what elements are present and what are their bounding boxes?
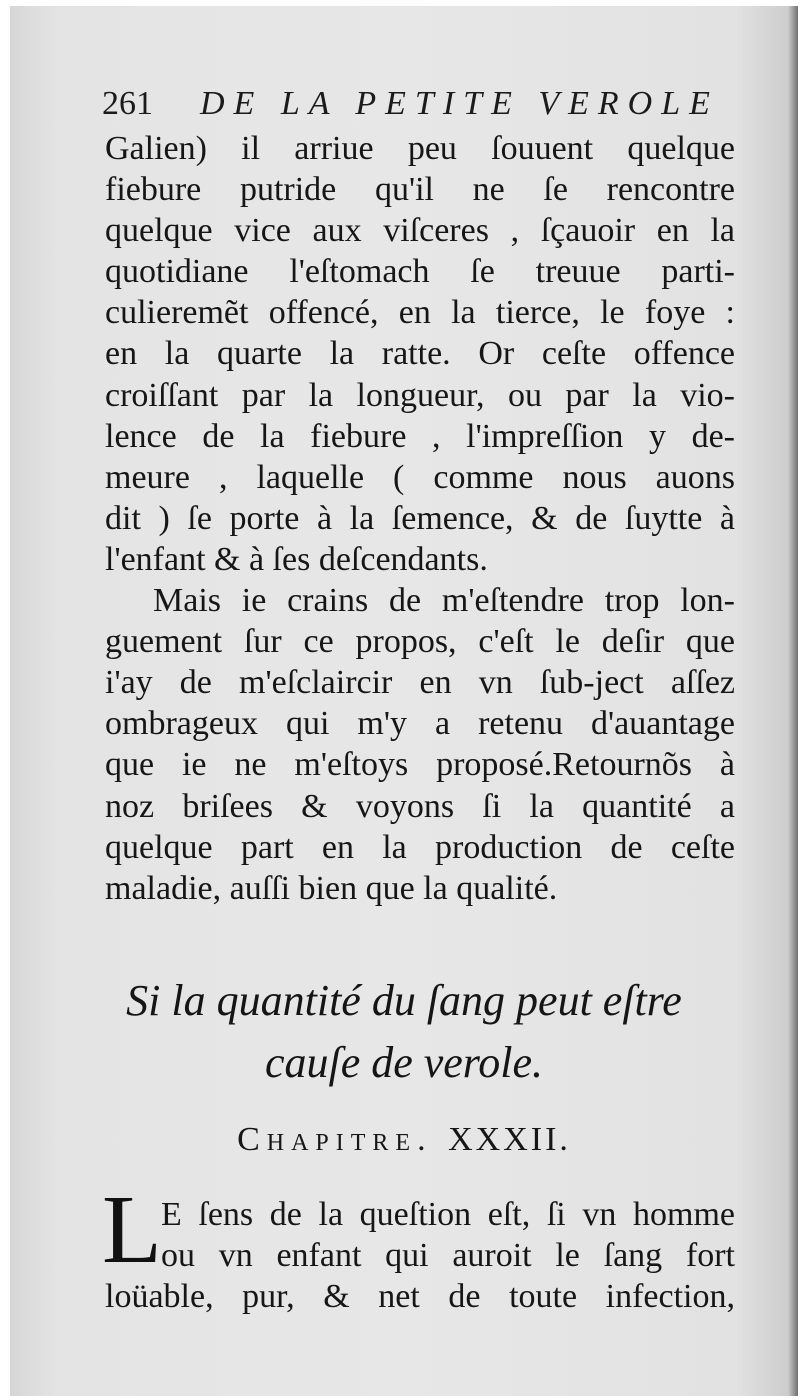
chapter-paragraph — [105, 1194, 735, 1317]
page-header — [102, 84, 722, 128]
text-line: l'enfant & à ſes deſcendants. — [105, 540, 488, 578]
section-title-line-2: cauſe de verole. — [264, 1038, 544, 1087]
text-line: E ſens de la queſtion eſt, ſi vn homme — [161, 1196, 735, 1233]
text-line: ou vn enfant qui auroit le ſang fort — [161, 1237, 735, 1275]
text-line: quelque part en la production de ceſte — [105, 828, 735, 866]
text-line: guement ſur ce propos, c'eſt le deſir que — [105, 623, 735, 661]
running-title: DE LA PETITE VEROLE — [200, 85, 719, 122]
section-title-line-1: Si la quantité du ſang peut eſtre — [126, 976, 682, 1025]
text-line: meure , laquelle ( comme nous auons — [105, 458, 735, 496]
page-edge-shadow — [788, 6, 798, 1396]
text-line: lence de la fiebure , l'impreſſion y de- — [105, 417, 735, 455]
drop-cap: L — [102, 1176, 162, 1284]
text-line: maladie, auſſi bien que la qualité. — [105, 869, 558, 907]
body-text — [105, 128, 735, 909]
text-line: quelque vice aux viſceres , ſçauoir en la — [105, 212, 735, 250]
text-line: en la quarte la ratte. Or ceſte offence — [105, 335, 735, 373]
chapter-word: Chapitre. — [237, 1121, 433, 1158]
text-line: que ie ne m'eſtoys proposé.Retournõs à — [105, 746, 735, 784]
text-line: i'ay de m'eſclaircir en vn ſub-ject aſſez — [105, 664, 735, 702]
text-line: culieremẽt offencé, en la tierce, le foye : — [105, 294, 735, 332]
text-line: quotidiane l'eſtomach ſe treuue parti- — [105, 253, 735, 291]
text-line: noz briſees & voyons ſi la quantité a — [105, 787, 735, 825]
text-line: Mais ie crains de m'eſtendre trop lon- — [153, 582, 735, 620]
text-line: fiebure putride qu'il ne ſe rencontre — [105, 171, 735, 209]
chapter-number: XXXII. — [448, 1121, 571, 1158]
text-line: ombrageux qui m'y a retenu d'auantage — [105, 705, 735, 743]
text-line: croiſſant par la longueur, ou par la vio- — [105, 376, 735, 414]
text-line: loüable, pur, & net de toute infection, — [105, 1278, 735, 1316]
page-number: 261 — [102, 85, 153, 122]
text-line: Galien) il arriue peu ſouuent quelque — [105, 130, 735, 167]
chapter-heading — [10, 1118, 798, 1162]
book-page — [10, 6, 798, 1396]
text-line: dit ) ſe porte à la ſemence, & de ſuytte à — [105, 499, 735, 537]
